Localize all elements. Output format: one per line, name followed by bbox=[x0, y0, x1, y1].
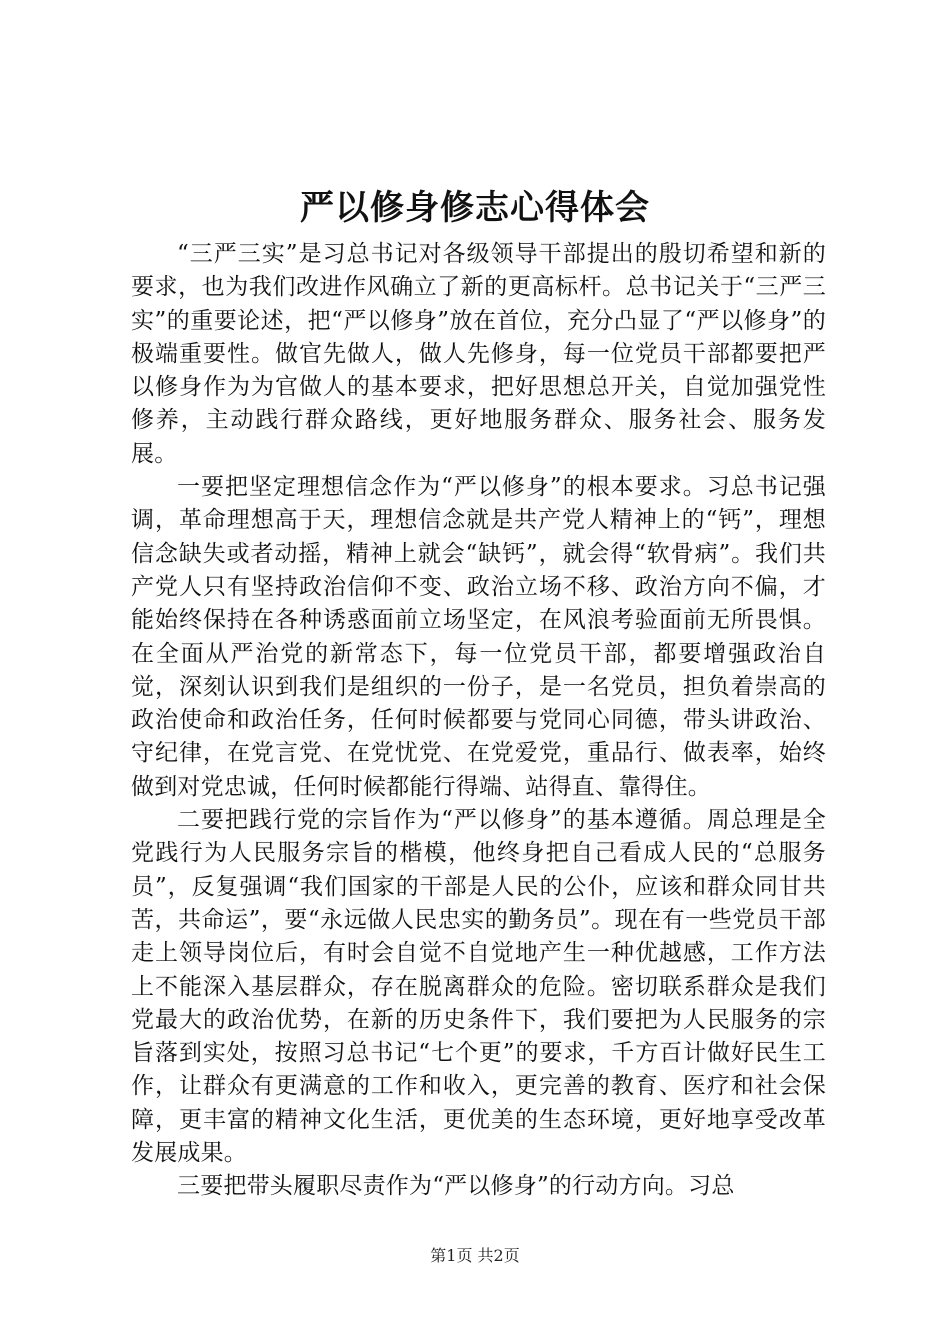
paragraph-point-three: 三要把带头履职尽责作为“严以修身”的行动方向。习总 bbox=[177, 1173, 735, 1200]
document-body bbox=[131, 238, 826, 1204]
page-number-footer: 第1页 共2页 bbox=[430, 1246, 520, 1265]
paragraph-intro: “三严三实”是习总书记对各级领导干部提出的殷切希望和新的要求，也为我们改进作风确立了新的更高标杆。总书记关于“三严三实”的重要论述，把“严以修身”放在首位，充分凸显了“严以修身”的极端重要性。做官先做人，做人先修身，每一位党员干部都要把严以修身作为为官做人的基本要求，把好思想总开关，自觉加强党性修养，主动践行群众路线，更好地服务群众、服务社会、服务发展。 bbox=[131, 241, 826, 467]
document-title: 严以修身修志心得体会 bbox=[300, 188, 650, 228]
paragraph-point-one: 一要把坚定理想信念作为“严以修身”的根本要求。习总书记强调，革命理想高于天，理想信念就是共产党人精神上的“钙”，理想信念缺失或者动摇，精神上就会“缺钙”，就会得“软骨病”。我们共产党人只有坚持政治信仰不变、政治立场不移、政治方向不偏，才能始终保持在各种诱惑面前立场坚定，在风浪考验面前无所畏惧。在全面从严治党的新常态下，每一位党员干部，都要增强政治自觉，深刻认识到我们是组织的一份子，是一名党员，担负着崇高的政治使命和政治任务，任何时候都要与党同心同德，带头讲政治、守纪律，在党言党、在党忧党、在党爱党，重品行、做表率，始终做到对党忠诚，任何时候都能行得端、站得直、靠得住。 bbox=[131, 474, 826, 800]
paragraph-point-two: 二要把践行党的宗旨作为“严以修身”的基本遵循。周总理是全党践行为人民服务宗旨的楷模，他终身把自己看成人民的“总服务员”，反复强调“我们国家的干部是人民的公仆，应该和群众同甘共苦，共命运”，要“永远做人民忠实的勤务员”。现在有一些党员干部走上领导岗位后，有时会自觉不自觉地产生一种优越感，工作方法上不能深入基层群众，存在脱离群众的危险。密切联系群众是我们党最大的政治优势，在新的历史条件下，我们要把为人民服务的宗旨落到实处，按照习总书记“七个更”的要求，千方百计做好民生工作，让群众有更满意的工作和收入，更完善的教育、医疗和社会保障，更丰富的精神文化生活，更优美的生态环境，更好地享受改革发展成果。 bbox=[131, 807, 826, 1167]
